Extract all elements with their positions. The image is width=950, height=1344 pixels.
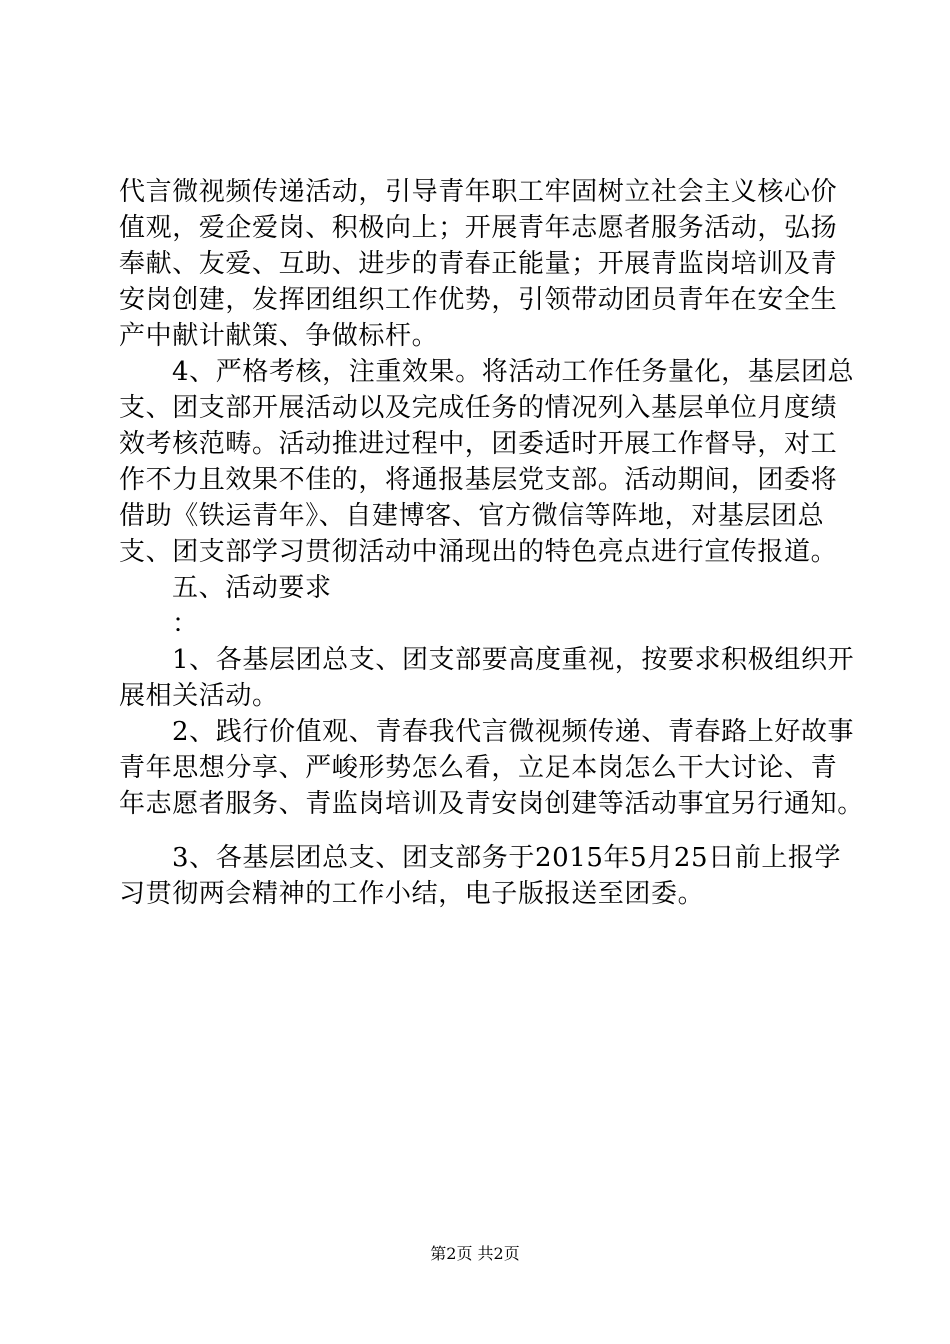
paragraph-line: 支、团支部学习贯彻活动中涌现出的特色亮点进行宣传报道。: [119, 537, 838, 567]
paragraph-line: 青年思想分享、严峻形势怎么看，立足本岗怎么干大讨论、青: [119, 753, 838, 783]
paragraph-line: 产中献计献策、争做标杆。: [119, 321, 439, 351]
paragraph-line: 奉献、友爱、互助、进步的青春正能量；开展青监岗培训及青: [119, 249, 838, 279]
paragraph-line: 效考核范畴。活动推进过程中，团委适时开展工作督导，对工: [119, 429, 838, 459]
paragraph-line: 1、各基层团总支、团支部要高度重视，按要求积极组织开: [172, 645, 855, 675]
paragraph-line: 年志愿者服务、青监岗培训及青安岗创建等活动事宜另行通知。: [119, 789, 864, 819]
paragraph-line: ：: [172, 609, 199, 639]
section-heading: 五、活动要求: [172, 573, 332, 603]
paragraph-line: 习贯彻两会精神的工作小结，电子版报送至团委。: [119, 879, 705, 909]
paragraph-line: 作不力且效果不佳的，将通报基层党支部。活动期间，团委将: [119, 465, 838, 495]
paragraph-line: 3、各基层团总支、团支部务于2015年5月25日前上报学: [172, 843, 842, 873]
paragraph-line: 借助《铁运青年》、自建博客、官方微信等阵地，对基层团总: [119, 501, 825, 531]
page-number: 第2页 共2页: [430, 1244, 520, 1263]
paragraph-line: 支、团支部开展活动以及完成任务的情况列入基层单位月度绩: [119, 393, 838, 423]
paragraph-line: 代言微视频传递活动，引导青年职工牢固树立社会主义核心价: [119, 177, 838, 207]
paragraph-line: 安岗创建，发挥团组织工作优势，引领带动团员青年在安全生: [119, 285, 838, 315]
paragraph-line: 4、严格考核，注重效果。将活动工作任务量化，基层团总: [172, 357, 855, 387]
paragraph-line: 2、践行价值观、青春我代言微视频传递、青春路上好故事: [172, 717, 855, 747]
paragraph-line: 展相关活动。: [119, 681, 279, 711]
paragraph-line: 值观，爱企爱岗、积极向上；开展青年志愿者服务活动，弘扬: [119, 213, 838, 243]
